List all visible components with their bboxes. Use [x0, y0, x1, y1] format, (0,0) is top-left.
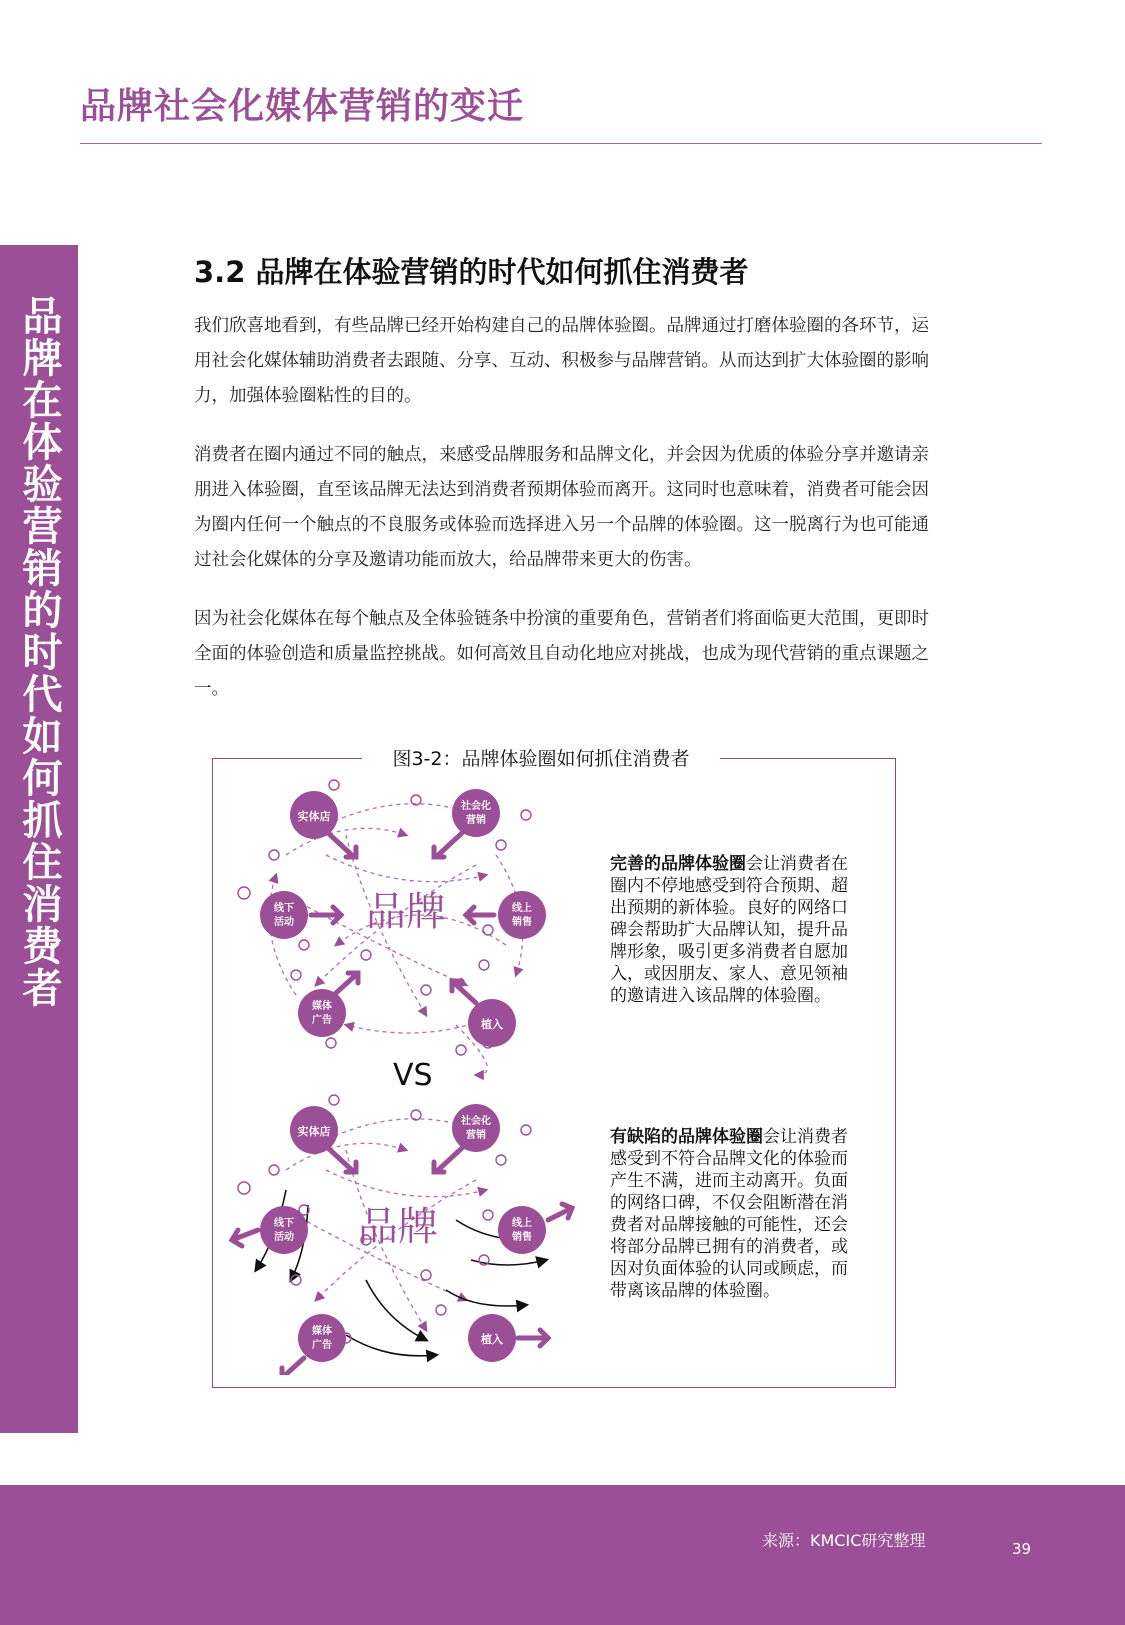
touchpoint-online-2: 销售 — [512, 917, 532, 928]
bad-circle-bold: 有缺陷的品牌体验圈 — [610, 1127, 763, 1147]
footer-source: 来源：KMCIC研究整理 — [762, 1531, 926, 1550]
header-title: 品牌社会化媒体营销的变迁 — [80, 86, 525, 127]
header-divider — [80, 143, 1042, 144]
touchpoint-social-2-bad: 营销 — [466, 1130, 486, 1141]
brand-label-good: 品牌 — [366, 889, 446, 935]
touchpoint-social-1: 社会化 — [461, 801, 491, 812]
good-circle-text: 会让消费者在圈内不停地感受到符合预期、超出预期的新体验。良好的网络口碑会帮助扩大品牌认知，提升品牌形象，吸引更多消费者自愿加入，或因朋友、家人、意见领袖的邀请进入该品牌的体验圈。 — [610, 854, 848, 1006]
brand-label-bad: 品牌 — [358, 1204, 438, 1250]
touchpoint-media-2-bad: 广告 — [312, 1340, 332, 1351]
touchpoint-placement-bad: 植入 — [481, 1333, 503, 1346]
figure-frame-top-right — [720, 758, 896, 759]
touchpoint-placement: 植入 — [481, 1018, 503, 1031]
touchpoint-social-2: 营销 — [466, 815, 486, 826]
touchpoint-media-1: 媒体 — [312, 1001, 332, 1012]
touchpoint-online-1: 线上 — [512, 903, 532, 914]
touchpoint-online-2-bad: 销售 — [512, 1232, 532, 1243]
touchpoint-offline-1: 线下 — [274, 903, 294, 914]
touchpoint-store: 实体店 — [297, 810, 331, 823]
good-circle-description — [610, 853, 860, 1007]
bad-circle-description — [610, 1126, 860, 1302]
section-title: 3.2 品牌在体验营销的时代如何抓住消费者 — [194, 255, 749, 289]
touchpoint-online-1-bad: 线上 — [512, 1218, 532, 1229]
page-number: 39 — [1012, 1540, 1032, 1558]
touchpoint-media-2: 广告 — [312, 1015, 332, 1026]
paragraph-2: 消费者在圈内通过不同的触点，来感受品牌服务和品牌文化，并会因为优质的体验分享并邀请亲朋进入体验圈，直至该品牌无法达到消费者预期体验而离开。这同时也意味着，消费者可能会因为圈内任何一个触点的不良服务或体验而选择进入另一个品牌的体验圈。这一脱离行为也可能通过社会化媒体的分享及邀请功能而放大，给品牌带来更大的伤害。 — [194, 445, 929, 570]
touchpoint-store-bad: 实体店 — [297, 1125, 331, 1138]
figure-caption: 图3-2：品牌体验圈如何抓住消费者 — [362, 744, 720, 771]
touchpoint-media-1-bad: 媒体 — [312, 1326, 332, 1337]
side-tab-text: 品牌在体验营销的时代如何抓住消费者 — [16, 295, 62, 1009]
touchpoint-offline-2-bad: 活动 — [274, 1232, 294, 1243]
touchpoint-social-1-bad: 社会化 — [461, 1116, 491, 1127]
vs-label: VS — [393, 1058, 433, 1093]
figure-frame-top-left — [212, 758, 362, 759]
paragraph-1: 我们欣喜地看到，有些品牌已经开始构建自己的品牌体验圈。品牌通过打磨体验圈的各环节，运用社会化媒体辅助消费者去跟随、分享、互动、积极参与品牌营销。从而达到扩大体验圈的影响力，加强体验圈粘性的目的。 — [194, 316, 929, 406]
bad-circle-diagram — [232, 1095, 572, 1375]
good-circle-diagram — [238, 780, 546, 1075]
good-circle-bold: 完善的品牌体验圈 — [610, 854, 746, 874]
footer-band — [0, 1485, 1125, 1625]
touchpoint-offline-2: 活动 — [274, 917, 294, 928]
paragraph-3: 因为社会化媒体在每个触点及全体验链条中扮演的重要角色，营销者们将面临更大范围，更即时全面的体验创造和质量监控挑战。如何高效且自动化地应对挑战，也成为现代营销的重点课题之一。 — [194, 609, 929, 699]
side-chapter-tab — [0, 245, 78, 1433]
touchpoint-offline-1-bad: 线下 — [274, 1218, 294, 1229]
bad-circle-text: 会让消费者感受到不符合品牌文化的体验而产生不满，进而主动离开。负面的网络口碑，不仅会阻断潜在消费者对品牌接触的可能性，还会将部分品牌已拥有的消费者，或因对负面体验的认同或顾虑，而带离该品牌的体验圈。 — [610, 1127, 848, 1301]
